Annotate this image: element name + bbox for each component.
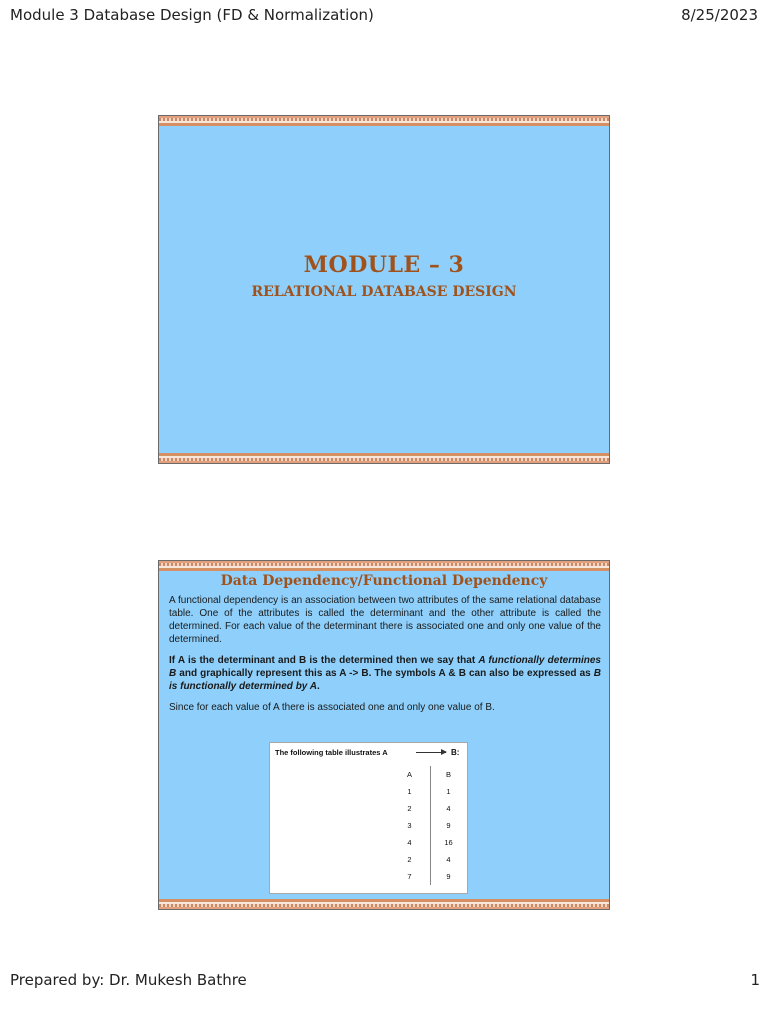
figure-caption: The following table illustrates A	[275, 748, 388, 757]
table-cell: 9	[446, 872, 451, 881]
slide-2-title: Data Dependency/Functional Dependency	[220, 573, 548, 589]
slide-top-border	[159, 116, 609, 126]
table-cell: 2	[407, 804, 412, 813]
explanation-paragraph: Since for each value of A there is associated one and only one value of B.	[169, 702, 495, 713]
table-cell: 7	[407, 872, 412, 881]
page-header-date: 8/25/2023	[681, 6, 758, 24]
table-cell: 1	[446, 787, 451, 796]
slide-2-body	[169, 594, 601, 722]
table-cell: 16	[444, 838, 453, 847]
arrow-icon	[416, 752, 446, 753]
notation-paragraph	[169, 654, 601, 693]
dependency-table-figure	[269, 742, 468, 894]
column-b-header: B	[445, 770, 451, 779]
notation-text-2: and graphically represent this as A -> B. The symbols A & B can also be expressed as	[176, 668, 594, 679]
column-a-header: A	[406, 770, 412, 779]
table-cell: 4	[446, 855, 451, 864]
table-cell: 1	[407, 787, 412, 796]
page-footer-author: Prepared by: Dr. Mukesh Bathre	[10, 971, 247, 989]
notation-text-1: If A is the determinant and B is the determined then we say that	[169, 655, 479, 666]
slide-bottom-border	[159, 899, 609, 909]
page-number: 1	[750, 971, 760, 989]
table-cell: 9	[446, 821, 451, 830]
slide-1-title: MODULE – 3	[303, 252, 465, 278]
page-header-title: Module 3 Database Design (FD & Normalization)	[10, 6, 374, 24]
notation-italic-2: B is functionally determined by A	[169, 668, 601, 692]
table-cell: 4	[446, 804, 451, 813]
figure-caption-end: B:	[451, 748, 460, 757]
slide-top-border	[159, 561, 609, 571]
table-cell: 4	[407, 838, 412, 847]
table-cell: 2	[407, 855, 412, 864]
table-cell: 3	[407, 821, 412, 830]
slide-2	[158, 560, 610, 910]
notation-italic-1: A functionally determines B	[169, 655, 601, 679]
column-a	[392, 766, 427, 885]
slide-1	[158, 115, 610, 464]
slide-bottom-border	[159, 453, 609, 463]
slide-1-subtitle: RELATIONAL DATABASE DESIGN	[251, 284, 517, 300]
definition-paragraph: A functional dependency is an association between two attributes of the same relational database table. One of the attributes is called the determinant and the other attribute is called the determined. For each value of the determinant there is associated one and only one value of the determined.	[169, 595, 601, 645]
column-b	[430, 766, 466, 885]
notation-text-3: .	[317, 681, 320, 692]
dependency-table	[392, 766, 462, 887]
